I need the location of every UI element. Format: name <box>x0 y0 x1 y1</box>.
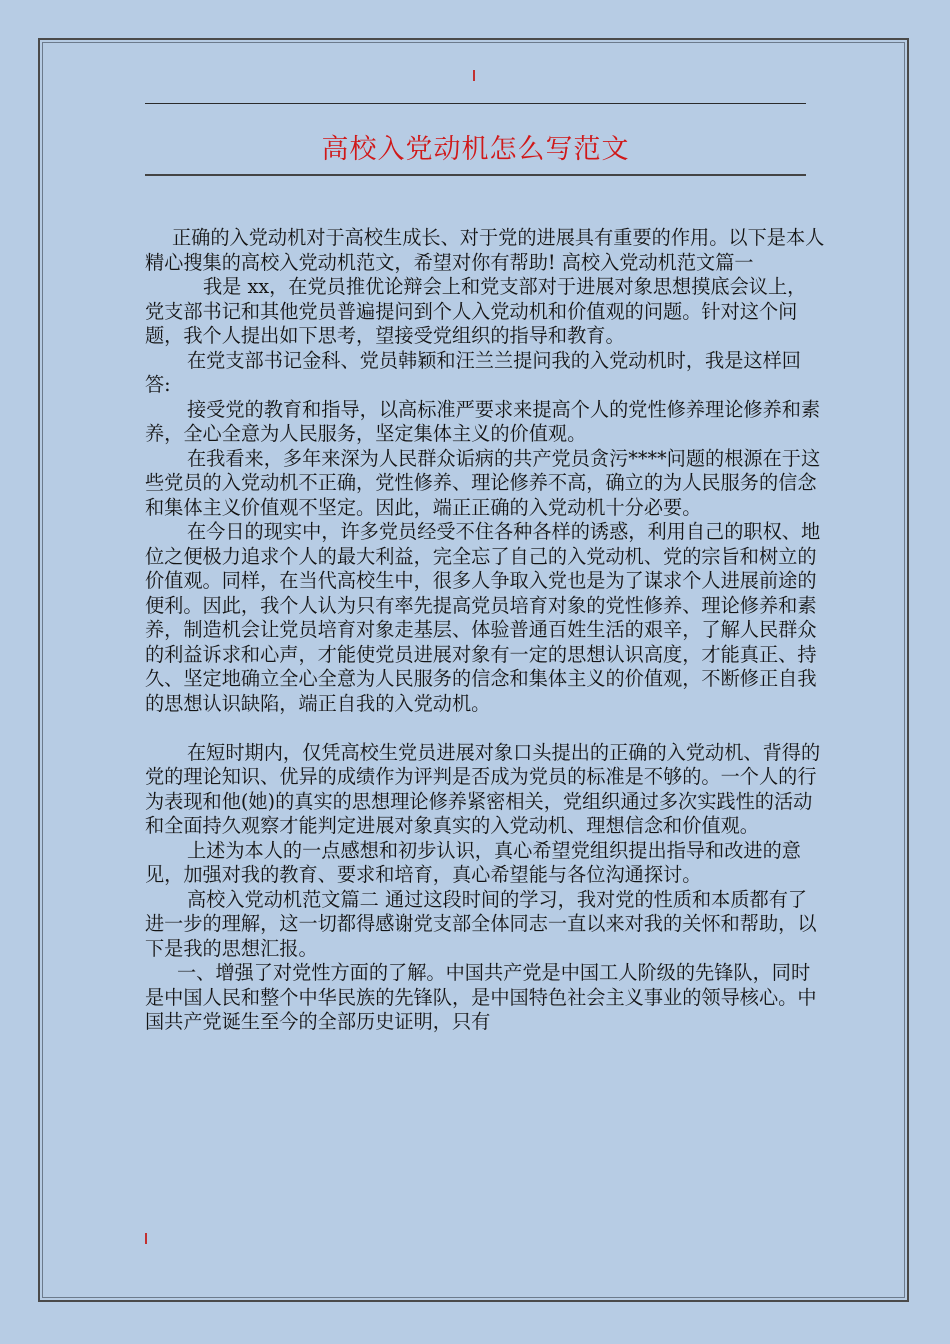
paragraph: 上述为本人的一点感想和初步认识，真心希望党组织提出指导和改进的意见，加强对我的教育、要求和培育，真心希望能与各位沟通探讨。 <box>145 838 801 886</box>
paragraph: 在党支部书记金科、党员韩颖和汪兰兰提问我的入党动机时，我是这样回答: <box>145 348 801 396</box>
header-rule <box>145 103 806 104</box>
paragraph-intro: 正确的入党动机对于高校生成长、对于党的进展具有重要的作用。以下是本人精心搜集的高校入党动机范文，希望对你有帮助! 高校入党动机范文篇一 <box>145 226 825 274</box>
header-marker <box>473 70 475 81</box>
title-underline <box>145 174 806 176</box>
footer-marker <box>145 1233 147 1244</box>
paragraph: 在我看来，多年来深为人民群众诟病的共产党员贪污****问题的根源在于这些党员的入党动机不正确，党性修养、理论修养不高，确立的为人民服务的信念和集体主义价值观不坚定。因此，端正正确的入党动机十分必要。 <box>145 446 821 519</box>
document-body <box>145 226 825 1035</box>
paragraph: 接受党的教育和指导，以高标准严要求来提高个人的党性修养理论修养和素养，全心全意为人民服务，坚定集体主义的价值观。 <box>145 397 821 445</box>
paragraph: 我是 xx，在党员推优论辩会上和党支部对于进展对象思想摸底会议上，党支部书记和其他党员普遍提问到个人入党动机和价值观的问题。针对这个问题，我个人提出如下思考，望接受党组织的指导和教育。 <box>145 275 807 347</box>
paragraph: 一、增强了对党性方面的了解。中国共产党是中国工人阶级的先锋队，同时是中国人民和整个中华民族的先锋队，是中国特色社会主义事业的领导核心。中国共产党诞生至今的全部历史证明，只有 <box>145 961 817 1033</box>
paragraph: 在今日的现实中，许多党员经受不住各种各样的诱惑，利用自己的职权、地位之便极力追求个人的最大利益，完全忘了自己的入党动机、党的宗旨和树立的价值观。同样，在当代高校生中，很多人争取入党也是为了谋求个人进展前途的便利。因此，我个人认为只有率先提高党员培育对象的党性修养、理论修养和素养，制造机会让党员培育对象走基层、体验普通百姓生活的艰辛，了解人民群众的利益诉求和心声，才能使党员进展对象有一定的思想认识高度，才能真正、持久、坚定地确立全心全意为人民服务的信念和集体主义的价值观，不断修正自我的思想认识缺陷，端正自我的入党动机。 <box>145 520 821 715</box>
paragraph-spacer <box>145 716 825 741</box>
document-title: 高校入党动机怎么写范文 <box>321 134 630 165</box>
paragraph: 在短时期内，仅凭高校生党员进展对象口头提出的正确的入党动机、背得的党的理论知识、优异的成绩作为评判是否成为党员的标准是不够的。一个人的行为表现和他(她)的真实的思想理论修养紧密相关，党组织通过多次实践性的活动和全面持久观察才能判定进展对象真实的入党动机、理想信念和价值观。 <box>145 740 821 837</box>
paragraph-section-heading: 高校入党动机范文篇二 通过这段时间的学习，我对党的性质和本质都有了进一步的理解，这一切都得感谢党支部全体同志一直以来对我的关怀和帮助，以下是我的思想汇报。 <box>145 887 817 960</box>
